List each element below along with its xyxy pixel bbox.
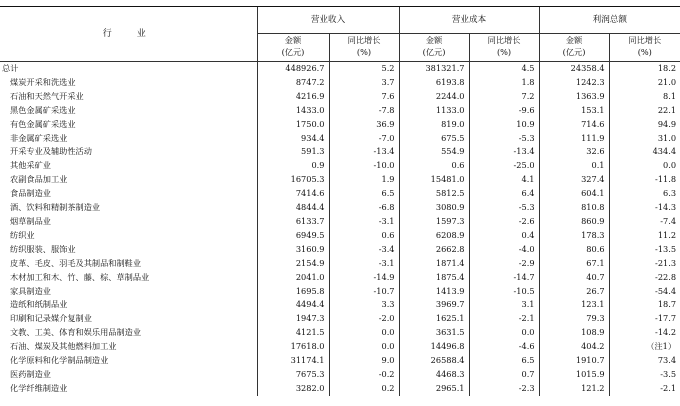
revenue-growth-cell: -6.8 xyxy=(329,201,399,215)
profit-growth-cell: 434.4 xyxy=(609,145,680,159)
profit-amount-cell: 108.9 xyxy=(539,326,609,340)
profit-growth-cell: -13.5 xyxy=(609,243,680,257)
revenue-growth-cell: 3.7 xyxy=(329,76,399,90)
cost-growth-cell: 4.5 xyxy=(469,62,539,76)
cost-growth-cell: -9.6 xyxy=(469,104,539,118)
profit-growth-cell: -22.8 xyxy=(609,271,680,285)
table-row xyxy=(0,368,680,382)
profit-amount-cell: 404.2 xyxy=(539,340,609,354)
profit-amount-cell: 121.2 xyxy=(539,382,609,396)
revenue-amount-header xyxy=(257,34,329,62)
profit-growth-cell: -3.5 xyxy=(609,368,680,382)
revenue-growth-cell: 0.0 xyxy=(329,326,399,340)
table-row xyxy=(0,215,680,229)
table-row xyxy=(0,326,680,340)
revenue-amount-cell: 4844.4 xyxy=(257,201,329,215)
profit-growth-cell: 94.9 xyxy=(609,118,680,132)
revenue-growth-cell: -0.2 xyxy=(329,368,399,382)
revenue-amount-cell: 1695.8 xyxy=(257,285,329,299)
table-row xyxy=(0,76,680,90)
revenue-growth-cell: 0.6 xyxy=(329,229,399,243)
revenue-amount-cell: 3160.9 xyxy=(257,243,329,257)
profit-growth-cell: 31.0 xyxy=(609,132,680,146)
profit-growth-cell: 6.3 xyxy=(609,187,680,201)
revenue-amount-cell: 7675.3 xyxy=(257,368,329,382)
revenue-amount-unit: (亿元) xyxy=(281,47,305,57)
revenue-amount-cell: 4216.9 xyxy=(257,90,329,104)
industry-name-cell: 非金属矿采选业 xyxy=(10,132,68,143)
profit-growth-cell: -17.7 xyxy=(609,312,680,326)
cost-amount-unit: (亿元) xyxy=(422,47,446,57)
cost-growth-cell: -2.3 xyxy=(469,382,539,396)
revenue-growth-cell: 36.9 xyxy=(329,118,399,132)
profit-amount-cell: 0.1 xyxy=(539,159,609,173)
cost-amount-cell: 6193.8 xyxy=(399,76,469,90)
cost-amount-cell: 2965.1 xyxy=(399,382,469,396)
revenue-growth-cell: 5.2 xyxy=(329,62,399,76)
industry-name-cell: 木材加工和木、竹、藤、棕、草制品业 xyxy=(10,271,150,282)
table-row xyxy=(0,159,680,173)
cost-amount-cell: 2244.0 xyxy=(399,90,469,104)
profit-amount-cell: 327.4 xyxy=(539,173,609,187)
cost-amount-cell: 14496.8 xyxy=(399,340,469,354)
revenue-growth-cell: 3.3 xyxy=(329,298,399,312)
revenue-growth-cell: -14.9 xyxy=(329,271,399,285)
profit-growth-cell: （注1） xyxy=(609,340,680,354)
industry-name-cell: 其他采矿业 xyxy=(10,160,51,171)
cost-growth-cell: -10.5 xyxy=(469,285,539,299)
profit-amount-cell: 80.6 xyxy=(539,243,609,257)
table-row xyxy=(0,271,680,285)
revenue-growth-cell: -2.0 xyxy=(329,312,399,326)
industry-name-cell: 石油和天然气开采业 xyxy=(10,90,84,101)
profit-growth-cell: 11.2 xyxy=(609,229,680,243)
profit-amount-cell: 1910.7 xyxy=(539,354,609,368)
profit-amount-cell: 810.8 xyxy=(539,201,609,215)
table-header xyxy=(0,7,680,62)
profit-amount-cell: 79.3 xyxy=(539,312,609,326)
cost-amount-cell: 381321.7 xyxy=(399,62,469,76)
cost-amount-label: 金额 xyxy=(425,35,443,45)
profit-amount-header xyxy=(539,34,609,62)
cost-amount-cell: 4468.3 xyxy=(399,368,469,382)
table-row xyxy=(0,243,680,257)
revenue-amount-cell: 3282.0 xyxy=(257,382,329,396)
revenue-amount-cell: 6949.5 xyxy=(257,229,329,243)
cost-growth-label: 同比增长 xyxy=(487,35,521,45)
cost-amount-cell: 3080.9 xyxy=(399,201,469,215)
cost-amount-cell: 1625.1 xyxy=(399,312,469,326)
cost-growth-cell: 4.1 xyxy=(469,173,539,187)
table-row xyxy=(0,187,680,201)
profit-growth-header xyxy=(609,34,680,62)
cost-growth-cell: 0.0 xyxy=(469,326,539,340)
profit-growth-cell: -11.8 xyxy=(609,173,680,187)
table-row xyxy=(0,173,680,187)
revenue-growth-header xyxy=(329,34,399,62)
table-row xyxy=(0,312,680,326)
cost-amount-cell: 1133.0 xyxy=(399,104,469,118)
profit-amount-unit: (亿元) xyxy=(562,47,586,57)
profit-growth-cell: 18.7 xyxy=(609,298,680,312)
industry-name-cell: 印刷和记录媒介复制业 xyxy=(10,313,92,324)
profit-amount-cell: 67.1 xyxy=(539,257,609,271)
cost-amount-header xyxy=(399,34,469,62)
profit-amount-cell: 178.3 xyxy=(539,229,609,243)
profit-amount-cell: 111.9 xyxy=(539,132,609,146)
revenue-amount-cell: 2154.9 xyxy=(257,257,329,271)
table-row xyxy=(0,118,680,132)
cost-growth-cell: -14.7 xyxy=(469,271,539,285)
revenue-growth-cell: -10.0 xyxy=(329,159,399,173)
cost-growth-cell: -5.3 xyxy=(469,132,539,146)
cost-growth-cell: 1.8 xyxy=(469,76,539,90)
profit-amount-cell: 123.1 xyxy=(539,298,609,312)
profit-amount-cell: 40.7 xyxy=(539,271,609,285)
profit-amount-cell: 604.1 xyxy=(539,187,609,201)
profit-growth-cell: -2.1 xyxy=(609,382,680,396)
table-row xyxy=(0,354,680,368)
profit-growth-label: 同比增长 xyxy=(628,35,662,45)
revenue-growth-cell: -10.7 xyxy=(329,285,399,299)
table-row xyxy=(0,145,680,159)
cost-amount-cell: 1413.9 xyxy=(399,285,469,299)
industry-name-cell: 开采专业及辅助性活动 xyxy=(10,146,92,157)
industry-name-cell: 皮革、毛皮、羽毛及其制品和制鞋业 xyxy=(10,257,142,268)
cost-group-header: 营业成本 xyxy=(399,7,539,34)
revenue-amount-cell: 934.4 xyxy=(257,132,329,146)
revenue-amount-cell: 4121.5 xyxy=(257,326,329,340)
profit-amount-cell: 32.6 xyxy=(539,145,609,159)
industry-name-cell: 造纸和纸制品业 xyxy=(10,299,68,310)
revenue-growth-cell: 0.0 xyxy=(329,340,399,354)
cost-growth-cell: -13.4 xyxy=(469,145,539,159)
cost-growth-cell: 6.5 xyxy=(469,354,539,368)
revenue-amount-cell: 448926.7 xyxy=(257,62,329,76)
revenue-amount-cell: 7414.6 xyxy=(257,187,329,201)
revenue-amount-cell: 0.9 xyxy=(257,159,329,173)
industry-column-header: 行 业 xyxy=(0,7,257,62)
profit-growth-cell: 0.0 xyxy=(609,159,680,173)
cost-growth-cell: 7.2 xyxy=(469,90,539,104)
industry-statistics-table xyxy=(0,6,680,396)
table-row xyxy=(0,201,680,215)
revenue-growth-cell: 7.6 xyxy=(329,90,399,104)
industry-name-cell: 总计 xyxy=(2,63,19,73)
cost-growth-cell: -4.0 xyxy=(469,243,539,257)
industry-name-cell: 酒、饮料和精制茶制造业 xyxy=(10,202,101,213)
table-row xyxy=(0,285,680,299)
table-row xyxy=(0,382,680,396)
revenue-growth-cell: -13.4 xyxy=(329,145,399,159)
revenue-growth-cell: -3.4 xyxy=(329,243,399,257)
cost-growth-cell: 10.9 xyxy=(469,118,539,132)
revenue-growth-cell: -3.1 xyxy=(329,215,399,229)
cost-amount-cell: 5812.5 xyxy=(399,187,469,201)
profit-growth-cell: 22.1 xyxy=(609,104,680,118)
profit-amount-cell: 1015.9 xyxy=(539,368,609,382)
revenue-growth-cell: 9.0 xyxy=(329,354,399,368)
profit-amount-cell: 714.6 xyxy=(539,118,609,132)
industry-name-cell: 家具制造业 xyxy=(10,285,51,296)
revenue-amount-cell: 6133.7 xyxy=(257,215,329,229)
profit-growth-cell: 21.0 xyxy=(609,76,680,90)
cost-amount-cell: 3969.7 xyxy=(399,298,469,312)
table-body xyxy=(0,62,680,396)
revenue-amount-cell: 2041.0 xyxy=(257,271,329,285)
revenue-amount-cell: 4494.4 xyxy=(257,298,329,312)
industry-name-cell: 烟草制品业 xyxy=(10,215,51,226)
revenue-growth-label: 同比增长 xyxy=(347,35,381,45)
industry-name-cell: 煤炭开采和洗选业 xyxy=(10,76,76,87)
profit-growth-cell: -14.3 xyxy=(609,201,680,215)
profit-growth-cell: -7.4 xyxy=(609,215,680,229)
profit-growth-cell: 18.2 xyxy=(609,62,680,76)
profit-growth-cell: -14.2 xyxy=(609,326,680,340)
cost-amount-cell: 554.9 xyxy=(399,145,469,159)
cost-growth-cell: -4.6 xyxy=(469,340,539,354)
profit-amount-label: 金额 xyxy=(565,35,583,45)
profit-growth-cell: 8.1 xyxy=(609,90,680,104)
revenue-amount-cell: 16705.3 xyxy=(257,173,329,187)
revenue-amount-cell: 1750.0 xyxy=(257,118,329,132)
industry-name-cell: 化学纤维制造业 xyxy=(10,382,68,393)
profit-growth-unit: (%) xyxy=(637,47,652,57)
cost-growth-unit: (%) xyxy=(496,47,512,57)
cost-amount-cell: 675.5 xyxy=(399,132,469,146)
revenue-growth-unit: (%) xyxy=(356,47,372,57)
cost-amount-cell: 3631.5 xyxy=(399,326,469,340)
revenue-amount-cell: 8747.2 xyxy=(257,76,329,90)
cost-amount-cell: 26588.4 xyxy=(399,354,469,368)
cost-growth-cell: -5.3 xyxy=(469,201,539,215)
revenue-growth-cell: 6.5 xyxy=(329,187,399,201)
revenue-amount-cell: 31174.1 xyxy=(257,354,329,368)
industry-name-cell: 纺织服装、服饰业 xyxy=(10,243,76,254)
table-row xyxy=(0,62,680,76)
profit-growth-cell: -54.4 xyxy=(609,285,680,299)
cost-amount-cell: 6208.9 xyxy=(399,229,469,243)
revenue-amount-label: 金额 xyxy=(284,35,302,45)
profit-growth-cell: -21.3 xyxy=(609,257,680,271)
cost-amount-cell: 819.0 xyxy=(399,118,469,132)
profit-amount-cell: 24358.4 xyxy=(539,62,609,76)
industry-name-cell: 食品制造业 xyxy=(10,188,51,199)
revenue-growth-cell: -3.1 xyxy=(329,257,399,271)
industry-name-cell: 农副食品加工业 xyxy=(10,174,68,185)
profit-amount-cell: 1363.9 xyxy=(539,90,609,104)
cost-amount-cell: 1871.4 xyxy=(399,257,469,271)
cost-amount-cell: 15481.0 xyxy=(399,173,469,187)
cost-growth-cell: -2.6 xyxy=(469,215,539,229)
revenue-amount-cell: 591.3 xyxy=(257,145,329,159)
revenue-growth-cell: -7.8 xyxy=(329,104,399,118)
cost-growth-cell: 0.4 xyxy=(469,229,539,243)
cost-growth-cell: -2.9 xyxy=(469,257,539,271)
cost-amount-cell: 2662.8 xyxy=(399,243,469,257)
industry-name-cell: 医药制造业 xyxy=(10,368,51,379)
cost-amount-cell: 1875.4 xyxy=(399,271,469,285)
cost-amount-cell: 0.6 xyxy=(399,159,469,173)
revenue-amount-cell: 17618.0 xyxy=(257,340,329,354)
table-row xyxy=(0,132,680,146)
profit-group-header: 利润总额 xyxy=(539,7,680,34)
cost-growth-cell: 3.1 xyxy=(469,298,539,312)
table-row xyxy=(0,340,680,354)
table-row xyxy=(0,104,680,118)
industry-name-cell: 有色金属矿采选业 xyxy=(10,118,76,129)
cost-growth-cell: 6.4 xyxy=(469,187,539,201)
table-row xyxy=(0,257,680,271)
profit-amount-cell: 153.1 xyxy=(539,104,609,118)
cost-growth-cell: -25.0 xyxy=(469,159,539,173)
profit-growth-cell: 73.4 xyxy=(609,354,680,368)
industry-name-cell: 石油、煤炭及其他燃料加工业 xyxy=(10,341,117,352)
profit-amount-cell: 26.7 xyxy=(539,285,609,299)
cost-amount-cell: 1597.3 xyxy=(399,215,469,229)
revenue-growth-cell: -7.0 xyxy=(329,132,399,146)
cost-growth-cell: 0.7 xyxy=(469,368,539,382)
industry-name-cell: 黑色金属矿采选业 xyxy=(10,104,76,115)
profit-amount-cell: 860.9 xyxy=(539,215,609,229)
revenue-amount-cell: 1947.3 xyxy=(257,312,329,326)
table-row xyxy=(0,229,680,243)
industry-name-cell: 纺织业 xyxy=(10,229,35,240)
table-row xyxy=(0,298,680,312)
cost-growth-header xyxy=(469,34,539,62)
revenue-amount-cell: 1433.0 xyxy=(257,104,329,118)
revenue-growth-cell: 1.9 xyxy=(329,173,399,187)
table-row xyxy=(0,90,680,104)
cost-growth-cell: -2.1 xyxy=(469,312,539,326)
industry-name-cell: 化学原料和化学制品制造业 xyxy=(10,355,109,366)
profit-amount-cell: 1242.3 xyxy=(539,76,609,90)
revenue-growth-cell: 0.2 xyxy=(329,382,399,396)
industry-name-cell: 文教、工美、体育和娱乐用品制造业 xyxy=(10,327,142,338)
revenue-group-header: 营业收入 xyxy=(257,7,399,34)
